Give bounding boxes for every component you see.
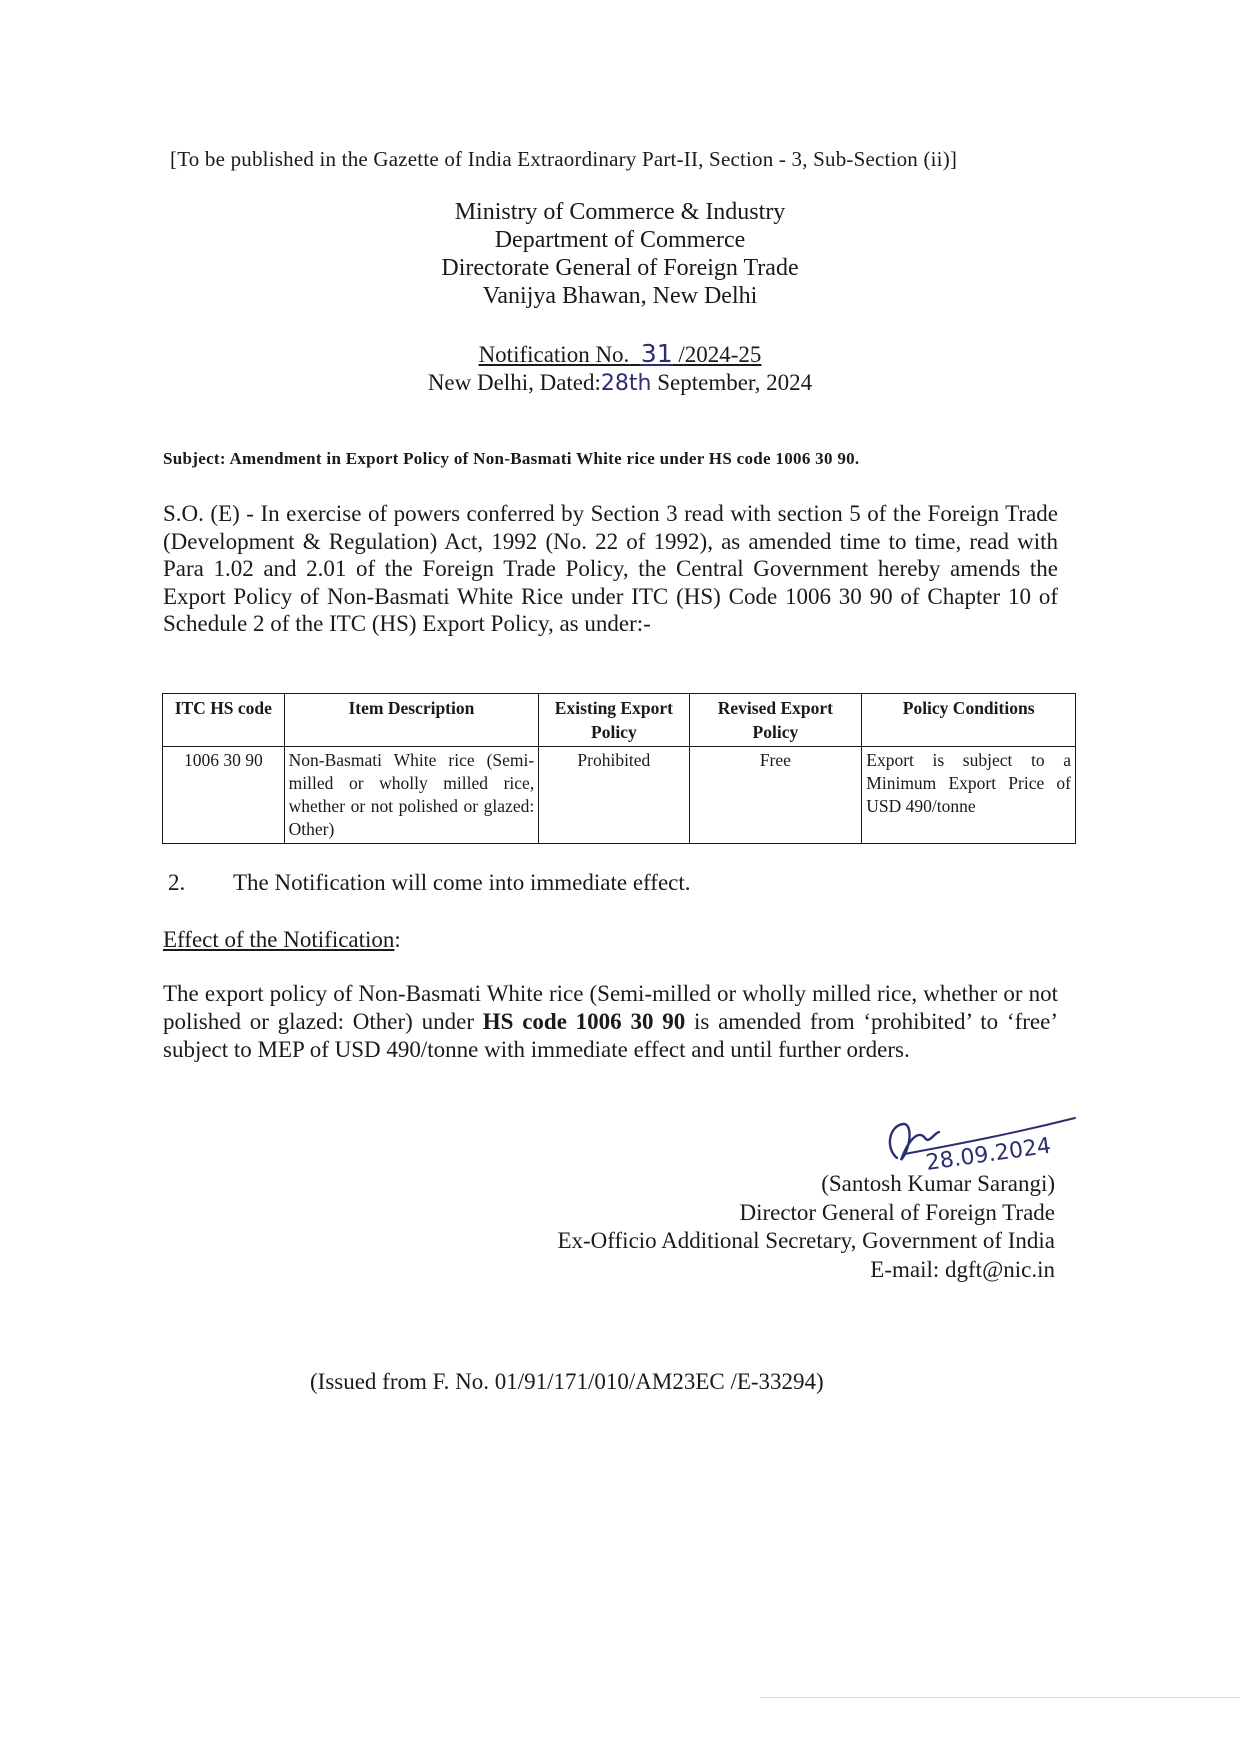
- subject-line: Subject: Amendment in Export Policy of Non-Basmati White rice under HS code 1006 30 90.: [163, 449, 860, 468]
- cell-policy-conditions: Export is subject to a Minimum Export Price of USD 490/tonne: [862, 747, 1076, 844]
- point-2-number: 2.: [168, 870, 186, 895]
- address-line: Vanijya Bhawan, New Delhi: [482, 283, 758, 309]
- signature-date: 28.09.2024: [924, 1133, 1053, 1176]
- header-policy-conditions: Policy Conditions: [862, 694, 1076, 747]
- directorate-line: Directorate General of Foreign Trade: [441, 255, 799, 281]
- dated-line: [320, 369, 920, 398]
- effect-heading-colon: :: [394, 927, 401, 952]
- issued-from: (Issued from F. No. 01/91/171/010/AM23EC /E-33294): [310, 1369, 824, 1394]
- signatory-name: (Santosh Kumar Sarangi): [821, 1171, 1055, 1196]
- effect-paragraph: [163, 980, 1058, 1064]
- notification-prefix: Notification No.: [478, 342, 630, 367]
- cell-revised-policy: Free: [689, 747, 862, 844]
- dated-suffix: September, 2024: [657, 370, 813, 395]
- effect-text-before: The export policy of Non-Basmati White rice (Semi-milled or wholly milled rice, whether or not polished or glazed: Other) under: [163, 981, 1058, 1034]
- gazette-line: [To be published in the Gazette of India Extraordinary Part-II, Section - 3, Sub-Section (ii)]: [170, 147, 958, 171]
- point-2: [168, 870, 691, 896]
- effect-text-bold: HS code 1006 30 90: [482, 1009, 686, 1034]
- signatory-email: E-mail: dgft@nic.in: [870, 1256, 1055, 1282]
- notification-suffix: /2024-25: [678, 342, 762, 367]
- cell-description: Non-Basmati White rice (Semi-milled or wholly milled rice, whether or not polished or glazed: Other): [284, 747, 539, 844]
- department-line: Department of Commerce: [494, 227, 746, 253]
- effect-text-after: is amended from ‘prohibited’ to ‘free’ subject to MEP of USD 490/tonne with immediate effect and until further orders.: [163, 1009, 1058, 1062]
- notification-block: [320, 340, 920, 398]
- body-paragraph: S.O. (E) - In exercise of powers conferred by Section 3 read with section 5 of the Foreign Trade (Development & Regulation) Act, 1992 (No. 22 of 1992), as amended time to time, read with Para 1.02 and 2.01 of the Foreign Trade Policy, the Central Government hereby amends the Export Policy of Non-Basmati White Rice under ITC (HS) Code 1006 30 90 of Chapter 10 of Schedule 2 of the ITC (HS) Export Policy, as under:-: [163, 501, 1058, 636]
- table-row: [163, 747, 1076, 844]
- dated-day: 28th: [600, 371, 652, 396]
- dated-prefix: New Delhi, Dated:: [427, 370, 601, 395]
- cell-code: 1006 30 90: [163, 747, 285, 844]
- header-revised-policy: Revised Export Policy: [689, 694, 862, 747]
- notification-number-line: [320, 340, 920, 369]
- signatory-designation: Director General of Foreign Trade: [739, 1199, 1055, 1225]
- header-item-description: Item Description: [284, 694, 539, 747]
- ministry-block: [320, 198, 920, 310]
- ministry-line: Ministry of Commerce & Industry: [454, 199, 786, 225]
- point-2-text: The Notification will come into immediate effect.: [233, 870, 691, 895]
- signature-scribble: [875, 1108, 1095, 1178]
- effect-heading-text: Effect of the Notification: [163, 927, 395, 952]
- scan-artifact-line: [760, 1697, 1240, 1698]
- notification-number: 31: [640, 339, 673, 368]
- signatory-block: [440, 1170, 1055, 1284]
- cell-existing-policy: Prohibited: [539, 747, 689, 844]
- policy-table: [162, 693, 1076, 844]
- effect-heading: [163, 927, 401, 953]
- header-itc-hs-code: ITC HS code: [163, 694, 285, 747]
- header-existing-policy: Existing Export Policy: [539, 694, 689, 747]
- table-header-row: [163, 694, 1076, 747]
- signatory-additional: Ex-Officio Additional Secretary, Government of India: [557, 1228, 1055, 1253]
